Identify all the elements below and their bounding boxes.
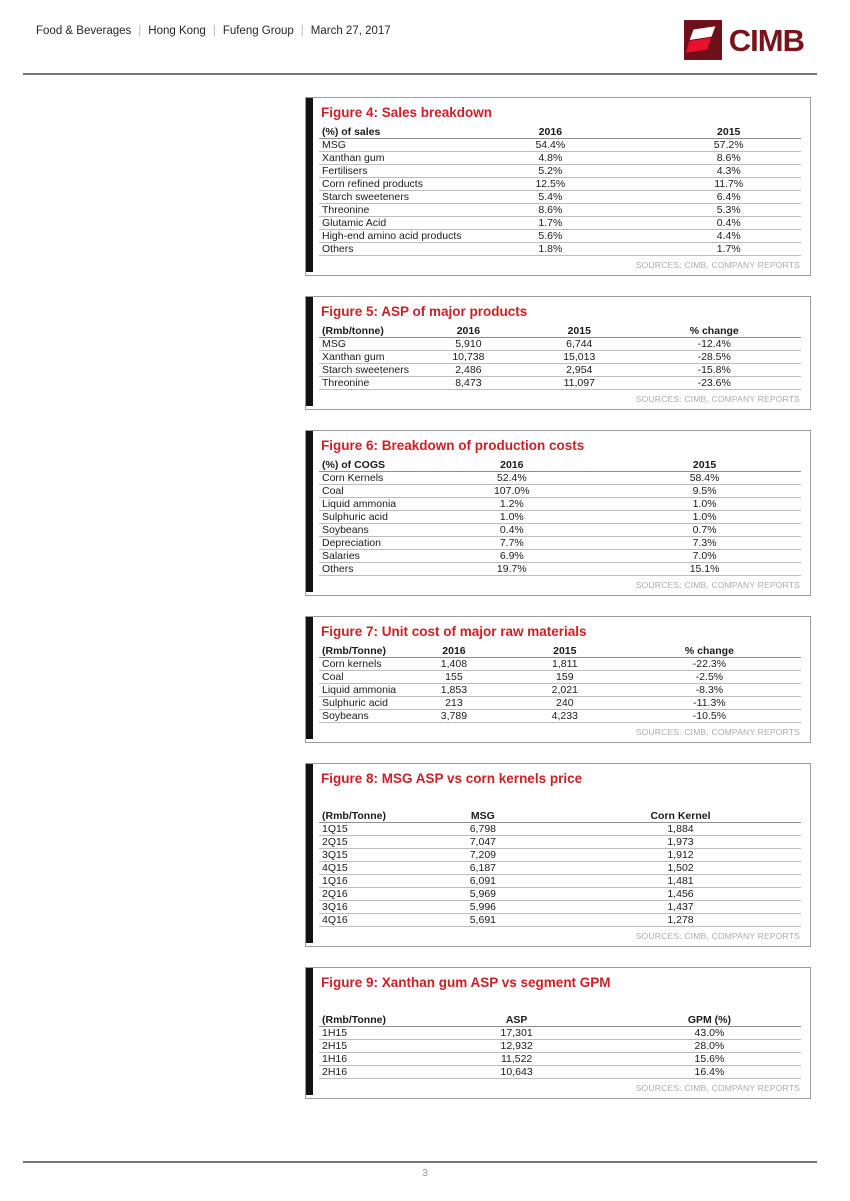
column-header: 2016 — [444, 126, 656, 139]
table-cell: 4.8% — [444, 152, 656, 165]
figure-title: Figure 7: Unit cost of major raw materials — [321, 624, 587, 639]
table-cell: 1,502 — [560, 862, 801, 875]
table-row — [319, 1066, 801, 1079]
table-row — [319, 1040, 801, 1053]
table-cell: Corn kernels — [319, 658, 396, 671]
table-cell: 1.0% — [608, 511, 801, 524]
table-cell: 6,798 — [406, 823, 560, 836]
table-cell: 5.2% — [444, 165, 656, 178]
figure-table — [319, 126, 801, 256]
breadcrumb-separator: | — [138, 25, 142, 37]
footer-rule — [23, 1161, 817, 1163]
table-cell: Salaries — [319, 550, 415, 563]
table-cell: 1,278 — [560, 914, 801, 927]
table-row — [319, 204, 801, 217]
table-cell: 58.4% — [608, 472, 801, 485]
table-cell: 3Q16 — [319, 901, 406, 914]
table-cell: 4Q15 — [319, 862, 406, 875]
figure-table — [319, 459, 801, 576]
table-cell: 240 — [512, 697, 618, 710]
table-cell: -8.3% — [618, 684, 801, 697]
table-row — [319, 658, 801, 671]
table-cell: 43.0% — [618, 1027, 801, 1040]
table-cell: 12.5% — [444, 178, 656, 191]
table-cell: Liquid ammonia — [319, 684, 396, 697]
table-cell: 15,013 — [531, 351, 627, 364]
table-cell: 4,233 — [512, 710, 618, 723]
figure-table — [319, 325, 801, 390]
table-cell: 1.2% — [415, 498, 608, 511]
table-cell: Others — [319, 563, 415, 576]
source-note: SOURCES: CIMB, COMPANY REPORTS — [635, 1083, 800, 1093]
table-cell: -28.5% — [627, 351, 801, 364]
table-row — [319, 485, 801, 498]
table-cell: -23.6% — [627, 377, 801, 390]
table-cell: Others — [319, 243, 444, 256]
table-cell: 1,884 — [560, 823, 801, 836]
table-cell: 54.4% — [444, 139, 656, 152]
table-row — [319, 230, 801, 243]
table-cell: Starch sweeteners — [319, 364, 406, 377]
table-cell: 1,456 — [560, 888, 801, 901]
column-header: 2016 — [406, 325, 531, 338]
column-header: (%) of COGS — [319, 459, 415, 472]
table-header-row — [319, 1014, 801, 1027]
figure-title: Figure 4: Sales breakdown — [321, 105, 493, 120]
column-header: (Rmb/Tonne) — [319, 810, 406, 823]
table-row — [319, 364, 801, 377]
figure-4-section — [305, 97, 811, 276]
column-header: ASP — [415, 1014, 617, 1027]
column-header: (%) of sales — [319, 126, 444, 139]
column-header: % change — [618, 645, 801, 658]
table-cell: -11.3% — [618, 697, 801, 710]
column-header: 2015 — [656, 126, 801, 139]
table-cell: 159 — [512, 671, 618, 684]
figure-accent-bar — [306, 764, 313, 943]
figure-table — [319, 810, 801, 927]
table-cell: Glutamic Acid — [319, 217, 444, 230]
table-cell: -15.8% — [627, 364, 801, 377]
cimb-logo-icon — [684, 20, 722, 60]
table-row — [319, 684, 801, 697]
table-cell: 11.7% — [656, 178, 801, 191]
figure-accent-bar — [306, 297, 313, 406]
table-cell: 1,481 — [560, 875, 801, 888]
table-row — [319, 152, 801, 165]
table-row — [319, 823, 801, 836]
table-cell: 1,912 — [560, 849, 801, 862]
table-cell: 6.9% — [415, 550, 608, 563]
table-cell: 0.4% — [415, 524, 608, 537]
table-cell: -12.4% — [627, 338, 801, 351]
table-cell: 2Q15 — [319, 836, 406, 849]
table-row — [319, 849, 801, 862]
table-cell: 1.7% — [656, 243, 801, 256]
table-cell: 5,910 — [406, 338, 531, 351]
table-cell: 2Q16 — [319, 888, 406, 901]
table-cell: 0.4% — [656, 217, 801, 230]
table-cell: -10.5% — [618, 710, 801, 723]
table-cell: 9.5% — [608, 485, 801, 498]
column-header: % change — [627, 325, 801, 338]
source-note: SOURCES: CIMB, COMPANY REPORTS — [635, 580, 800, 590]
figure-title: Figure 6: Breakdown of production costs — [321, 438, 585, 453]
table-cell: 6,744 — [531, 338, 627, 351]
breadcrumb — [36, 25, 391, 37]
table-cell: 6,187 — [406, 862, 560, 875]
table-cell: Soybeans — [319, 710, 396, 723]
cimb-logo — [684, 20, 804, 60]
table-cell: Soybeans — [319, 524, 415, 537]
figure-7-section — [305, 616, 811, 743]
table-cell: 107.0% — [415, 485, 608, 498]
table-row — [319, 550, 801, 563]
table-cell: 6,091 — [406, 875, 560, 888]
table-cell: Depreciation — [319, 537, 415, 550]
table-row — [319, 710, 801, 723]
table-cell: 19.7% — [415, 563, 608, 576]
breadcrumb-item-sector: Food & Beverages — [36, 25, 132, 37]
table-cell: -22.3% — [618, 658, 801, 671]
table-cell: 2,021 — [512, 684, 618, 697]
table-row — [319, 139, 801, 152]
table-row — [319, 178, 801, 191]
table-row — [319, 511, 801, 524]
table-cell: 7,209 — [406, 849, 560, 862]
table-cell: 1,408 — [396, 658, 512, 671]
table-cell: 7.3% — [608, 537, 801, 550]
table-header-row — [319, 810, 801, 823]
table-row — [319, 862, 801, 875]
table-cell: 5.6% — [444, 230, 656, 243]
table-row — [319, 563, 801, 576]
table-cell: MSG — [319, 338, 406, 351]
table-row — [319, 901, 801, 914]
table-cell: Xanthan gum — [319, 351, 406, 364]
table-row — [319, 191, 801, 204]
table-cell: 2,486 — [406, 364, 531, 377]
table-header-row — [319, 126, 801, 139]
column-header: 2015 — [512, 645, 618, 658]
table-cell: 7.7% — [415, 537, 608, 550]
column-header: 2016 — [396, 645, 512, 658]
table-row — [319, 217, 801, 230]
source-note: SOURCES: CIMB, COMPANY REPORTS — [635, 727, 800, 737]
table-cell: Liquid ammonia — [319, 498, 415, 511]
table-row — [319, 888, 801, 901]
table-cell: 5,691 — [406, 914, 560, 927]
table-header-row — [319, 645, 801, 658]
table-cell: -2.5% — [618, 671, 801, 684]
figure-accent-bar — [306, 968, 313, 1095]
table-cell: 4.4% — [656, 230, 801, 243]
breadcrumb-separator: | — [212, 25, 216, 37]
table-cell: 2,954 — [531, 364, 627, 377]
table-cell: 8,473 — [406, 377, 531, 390]
figures-column — [305, 97, 811, 1119]
table-cell: 5.3% — [656, 204, 801, 217]
table-cell: 11,522 — [415, 1053, 617, 1066]
table-cell: 1.8% — [444, 243, 656, 256]
table-cell: 11,097 — [531, 377, 627, 390]
figure-accent-bar — [306, 98, 313, 272]
figure-8-section — [305, 763, 811, 947]
column-header: (Rmb/tonne) — [319, 325, 406, 338]
table-cell: 155 — [396, 671, 512, 684]
table-cell: 1.0% — [608, 498, 801, 511]
table-header-row — [319, 325, 801, 338]
column-header: Corn Kernel — [560, 810, 801, 823]
breadcrumb-item-region: Hong Kong — [148, 25, 206, 37]
table-cell: 5.4% — [444, 191, 656, 204]
source-note: SOURCES: CIMB, COMPANY REPORTS — [635, 260, 800, 270]
table-cell: 17,301 — [415, 1027, 617, 1040]
table-cell: 57.2% — [656, 139, 801, 152]
table-cell: 15.6% — [618, 1053, 801, 1066]
source-note: SOURCES: CIMB, COMPANY REPORTS — [635, 931, 800, 941]
header-rule — [23, 73, 817, 75]
figure-table — [319, 645, 801, 723]
table-cell: 4Q16 — [319, 914, 406, 927]
table-cell: Starch sweeteners — [319, 191, 444, 204]
table-cell: Xanthan gum — [319, 152, 444, 165]
breadcrumb-item-company: Fufeng Group — [222, 25, 294, 37]
table-cell: 1H16 — [319, 1053, 415, 1066]
table-cell: 2H15 — [319, 1040, 415, 1053]
figure-6-section — [305, 430, 811, 596]
table-cell: 0.7% — [608, 524, 801, 537]
figure-title: Figure 8: MSG ASP vs corn kernels price — [321, 771, 583, 786]
table-cell: 4.3% — [656, 165, 801, 178]
figure-5-section — [305, 296, 811, 410]
table-row — [319, 836, 801, 849]
table-cell: 1Q15 — [319, 823, 406, 836]
table-cell: 10,643 — [415, 1066, 617, 1079]
table-cell: 5,996 — [406, 901, 560, 914]
table-cell: 8.6% — [656, 152, 801, 165]
table-cell: Sulphuric acid — [319, 511, 415, 524]
table-cell: Coal — [319, 485, 415, 498]
table-row — [319, 338, 801, 351]
table-cell: 7,047 — [406, 836, 560, 849]
breadcrumb-separator: | — [300, 25, 304, 37]
table-row — [319, 697, 801, 710]
figure-table — [319, 1014, 801, 1079]
table-cell: 7.0% — [608, 550, 801, 563]
table-cell: Sulphuric acid — [319, 697, 396, 710]
table-cell: 1,437 — [560, 901, 801, 914]
table-cell: 16.4% — [618, 1066, 801, 1079]
table-row — [319, 1027, 801, 1040]
cimb-logo-text: CIMB — [728, 22, 804, 58]
figure-title: Figure 5: ASP of major products — [321, 304, 528, 319]
table-cell: 8.6% — [444, 204, 656, 217]
table-cell: 10,738 — [406, 351, 531, 364]
table-cell: 6.4% — [656, 191, 801, 204]
table-cell: 1H15 — [319, 1027, 415, 1040]
column-header: MSG — [406, 810, 560, 823]
table-cell: 2H16 — [319, 1066, 415, 1079]
table-cell: 1Q16 — [319, 875, 406, 888]
table-cell: 3,789 — [396, 710, 512, 723]
table-cell: 28.0% — [618, 1040, 801, 1053]
table-cell: 3Q15 — [319, 849, 406, 862]
table-row — [319, 351, 801, 364]
table-cell: 1,853 — [396, 684, 512, 697]
table-row — [319, 377, 801, 390]
table-header-row — [319, 459, 801, 472]
table-cell: Coal — [319, 671, 396, 684]
table-cell: 1,811 — [512, 658, 618, 671]
table-cell: High-end amino acid products — [319, 230, 444, 243]
table-cell: 5,969 — [406, 888, 560, 901]
table-cell: Threonine — [319, 377, 406, 390]
table-cell: 12,932 — [415, 1040, 617, 1053]
source-note: SOURCES: CIMB, COMPANY REPORTS — [635, 394, 800, 404]
column-header: 2016 — [415, 459, 608, 472]
figure-accent-bar — [306, 617, 313, 739]
table-row — [319, 671, 801, 684]
figure-title: Figure 9: Xanthan gum ASP vs segment GPM — [321, 975, 611, 990]
column-header: (Rmb/Tonne) — [319, 645, 396, 658]
table-cell: 15.1% — [608, 563, 801, 576]
table-cell: MSG — [319, 139, 444, 152]
table-cell: 1,973 — [560, 836, 801, 849]
table-row — [319, 524, 801, 537]
table-cell: 52.4% — [415, 472, 608, 485]
table-cell: Corn Kernels — [319, 472, 415, 485]
column-header: (Rmb/Tonne) — [319, 1014, 415, 1027]
table-cell: Threonine — [319, 204, 444, 217]
table-cell: 1.0% — [415, 511, 608, 524]
breadcrumb-item-date: March 27, 2017 — [310, 25, 391, 37]
table-cell: Fertilisers — [319, 165, 444, 178]
figure-9-section — [305, 967, 811, 1099]
table-row — [319, 243, 801, 256]
table-row — [319, 1053, 801, 1066]
table-row — [319, 165, 801, 178]
table-row — [319, 498, 801, 511]
column-header: 2015 — [608, 459, 801, 472]
table-cell: Corn refined products — [319, 178, 444, 191]
table-cell: 1.7% — [444, 217, 656, 230]
table-row — [319, 875, 801, 888]
table-row — [319, 472, 801, 485]
table-cell: 213 — [396, 697, 512, 710]
table-row — [319, 914, 801, 927]
column-header: 2015 — [531, 325, 627, 338]
column-header: GPM (%) — [618, 1014, 801, 1027]
table-row — [319, 537, 801, 550]
figure-accent-bar — [306, 431, 313, 592]
page-number: 3 — [422, 1167, 428, 1179]
